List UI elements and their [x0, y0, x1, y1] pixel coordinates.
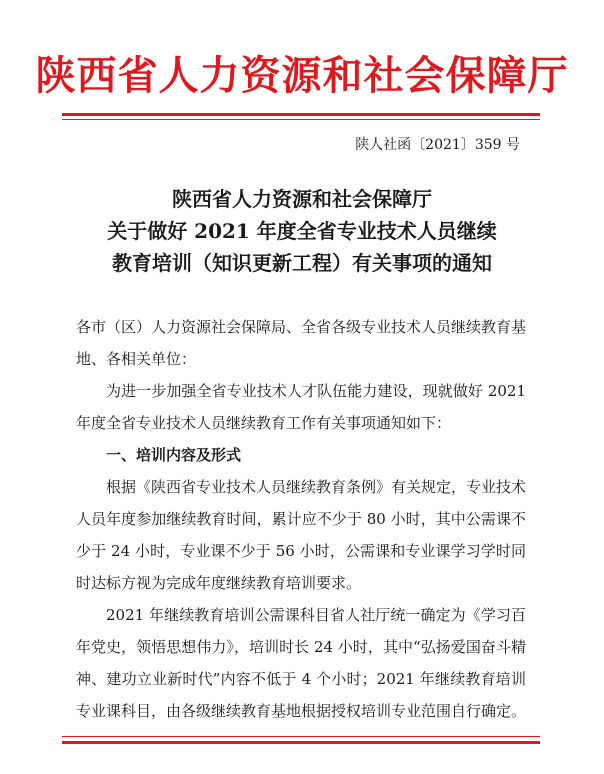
document-number: 陕人社函〔2021〕359 号	[355, 137, 520, 153]
recipients: 各市（区）人力资源社会保障局、全省各级专业技术人员继续教育基地、各相关单位：	[76, 318, 527, 368]
section-1-paragraph-1: 根据《陕西省专业技术人员继续教育条例》有关规定，专业技术人员年度参加继续教育时间，累计应不少于 80 小时，其中公需课不少于 24 小时，专业课不少于 56 小时，公需课和专业课学习学时同时达标方视为完成年度继续教育培训要求。	[76, 478, 527, 592]
title-line-3: 教育培训（知识更新工程）有关事项的通知	[112, 251, 492, 275]
masthead-title: 陕西省人力资源和社会保障厅	[35, 52, 569, 99]
footer-rule-thin	[62, 736, 540, 737]
document-title	[0, 183, 604, 279]
title-line-2: 关于做好 2021 年度全省专业技术人员继续	[107, 219, 497, 243]
intro-paragraph: 为进一步加强全省专业技术人才队伍能力建设，现就做好 2021 年度全省专业技术人员继续教育工作有关事项通知如下：	[76, 382, 526, 432]
section-1-paragraph-2: 2021 年继续教育培训公需课科目省人社厅统一确定为《学习百年党史，领悟思想伟力》，培训时长 24 小时，其中“弘扬爱国奋斗精神、建功立业新时代”内容不低于 4 个小时；2021 年继续教育培训专业课科目，由各级继续教育基地根据授权培训专业范围自行确定。	[76, 606, 527, 720]
footer-rule-thick	[62, 741, 540, 744]
title-line-1: 陕西省人力资源和社会保障厅	[172, 187, 432, 211]
masthead-rule-thick	[62, 113, 540, 116]
masthead-rule-thin	[62, 119, 540, 120]
section-1-heading: 一、培训内容及形式	[106, 446, 242, 464]
document-body	[76, 311, 526, 727]
